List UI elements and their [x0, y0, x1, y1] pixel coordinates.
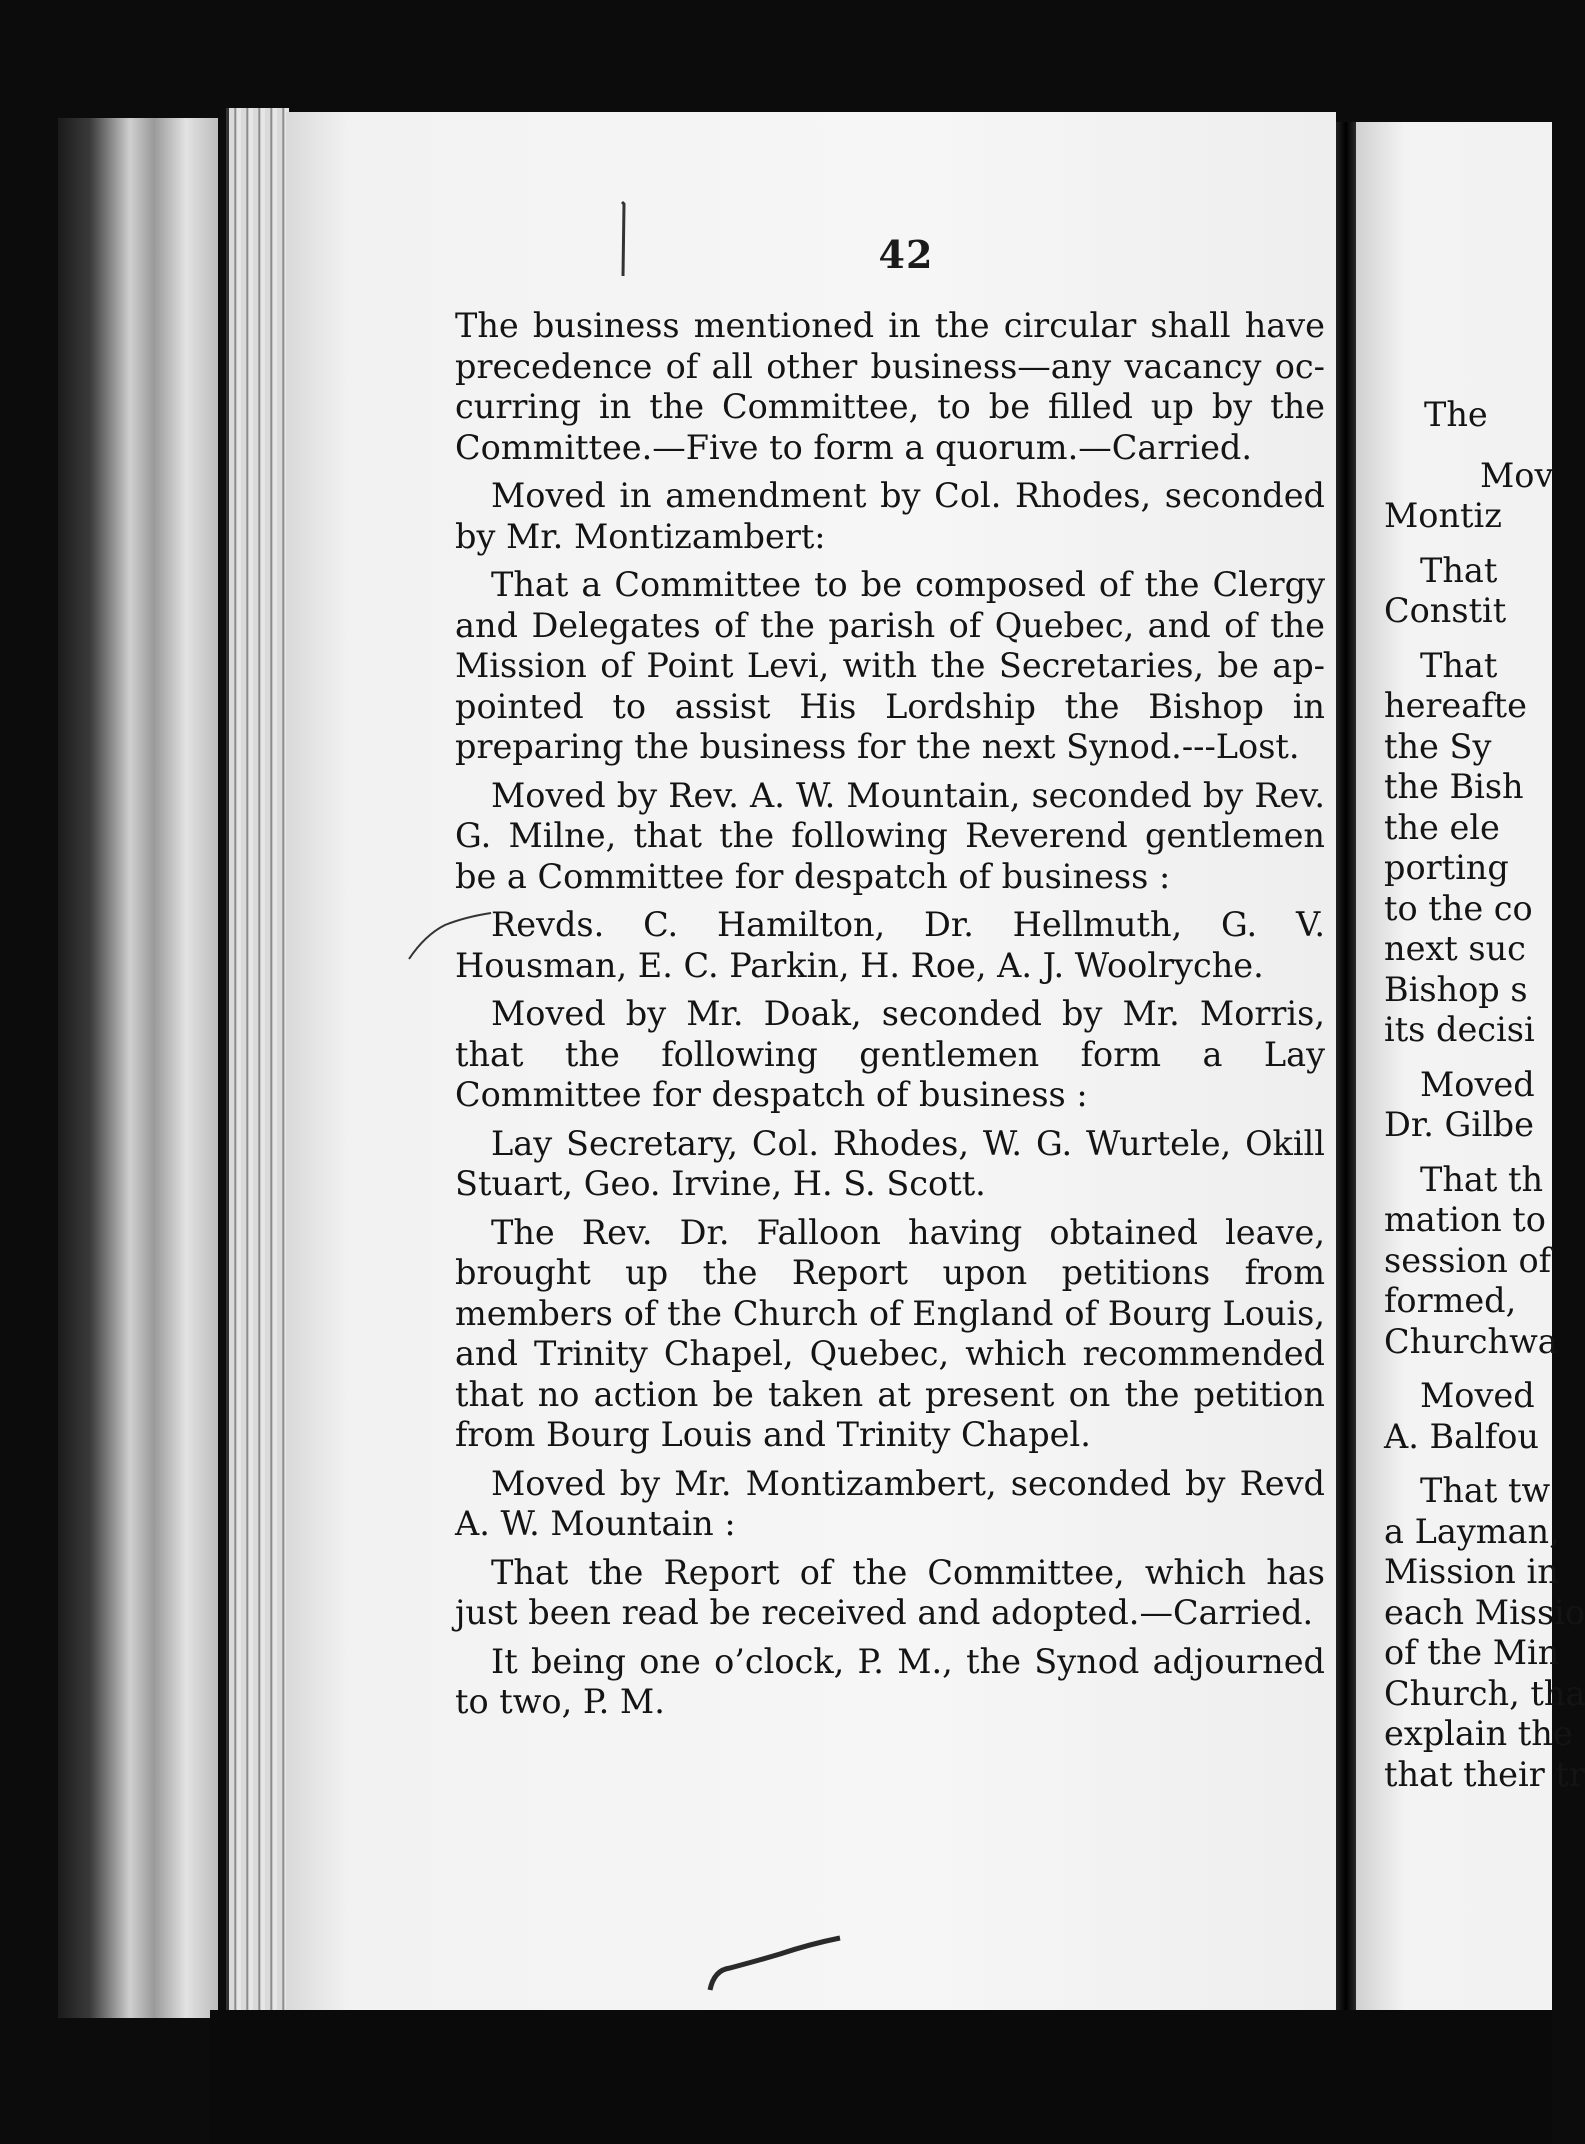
ink-mark-bottom: [700, 1930, 850, 2000]
ink-mark-top: [612, 198, 632, 278]
ink-mark-margin: [405, 905, 495, 965]
right-line: that their tr: [1384, 1754, 1585, 1794]
right-page-text: [1384, 395, 1585, 1795]
right-line: Moved: [1420, 1376, 1535, 1415]
right-line: Montiz: [1384, 496, 1502, 535]
scan-border: [210, 2010, 1552, 2144]
right-line: Bishop s: [1384, 969, 1528, 1009]
right-line: formed,: [1384, 1281, 1517, 1320]
right-line: That th: [1420, 1159, 1544, 1199]
right-line: Mov: [1480, 455, 1554, 495]
right-line: porting: [1384, 848, 1509, 887]
paragraph: Moved by Mr. Montizambert, seconded by Revd A. W. Mountain :: [455, 1463, 1325, 1543]
right-line: A. Balfou: [1384, 1416, 1539, 1456]
right-line: its decisi: [1384, 1010, 1535, 1049]
paragraph: The business mentioned in the circular shall have precedence of all other business—any vacancy occurring in the Committee, to be filled up by the Committee.—Five to form a quorum.—Carried.: [455, 306, 1325, 467]
right-line: Moved: [1420, 1064, 1535, 1104]
right-line: a Layman,: [1384, 1511, 1560, 1551]
right-line: That: [1420, 550, 1498, 590]
paragraph: The Rev. Dr. Falloon having obtained leave, brought up the Report upon petitions from members of the Church of England of Bourg Louis, and Trinity Chapel, Quebec, which recommended that no action be taken at present on the petition from Bourg Louis and Trinity Chapel.: [455, 1212, 1325, 1454]
page-number: [0, 232, 1552, 277]
paragraph: Moved by Mr. Doak, seconded by Mr. Morris, that the following gentlemen form a Lay Committee for despatch of business :: [455, 994, 1325, 1114]
right-line: of the Min: [1384, 1633, 1560, 1672]
right-line: explain the: [1384, 1714, 1573, 1753]
right-line: Church, tha: [1384, 1673, 1585, 1713]
right-line: next suc: [1384, 929, 1526, 968]
right-line: Constit: [1384, 591, 1507, 630]
right-line: the Sy: [1384, 726, 1492, 766]
right-line: the ele: [1384, 807, 1500, 847]
right-line: hereafte: [1384, 686, 1527, 725]
paragraph: Revds. C. Hamilton, Dr. Hellmuth, G. V. Housman, E. C. Parkin, H. Roe, A. J. Woolryche.: [455, 905, 1325, 985]
right-line: That: [1420, 645, 1498, 685]
right-line: Mission in: [1384, 1552, 1559, 1591]
paragraph: That a Committee to be composed of the Clergy and Delegates of the parish of Quebec, and of the Mission of Point Levi, with the Secretaries, be appointed to assist His Lordship the Bishop in preparing the business for the next Synod.---Lost.: [455, 565, 1325, 766]
right-line: to the co: [1384, 888, 1533, 928]
paragraph: Lay Secretary, Col. Rhodes, W. G. Wurtele, Okill Stuart, Geo. Irvine, H. S. Scott.: [455, 1123, 1325, 1203]
page-number-text: 42: [878, 232, 934, 277]
paragraph: Moved in amendment by Col. Rhodes, seconded by Mr. Montizambert:: [455, 476, 1325, 556]
right-line: each Missio: [1384, 1592, 1585, 1632]
page-stack-edges: [226, 108, 289, 2028]
right-line: Churchwa: [1384, 1321, 1558, 1361]
right-line: the Bish: [1384, 767, 1524, 806]
right-line: mation to: [1384, 1200, 1546, 1239]
right-line: Dr. Gilbe: [1384, 1105, 1534, 1144]
book-page-edge: [58, 118, 218, 2018]
right-line: The: [1424, 395, 1488, 434]
paragraph: Moved by Rev. A. W. Mountain, seconded by Rev. G. Milne, that the following Reverend gentlemen be a Committee for despatch of business :: [455, 775, 1325, 896]
book-gutter: [1336, 122, 1356, 2022]
paragraph: That the Report of the Committee, which has just been read be received and adopted.—Carried.: [455, 1552, 1325, 1632]
paragraph: It being one o’clock, P. M., the Synod adjourned to two, P. M.: [455, 1641, 1325, 1721]
right-line: That tw: [1420, 1471, 1551, 1510]
right-line: session of: [1384, 1240, 1552, 1280]
page-body: [455, 306, 1325, 1731]
